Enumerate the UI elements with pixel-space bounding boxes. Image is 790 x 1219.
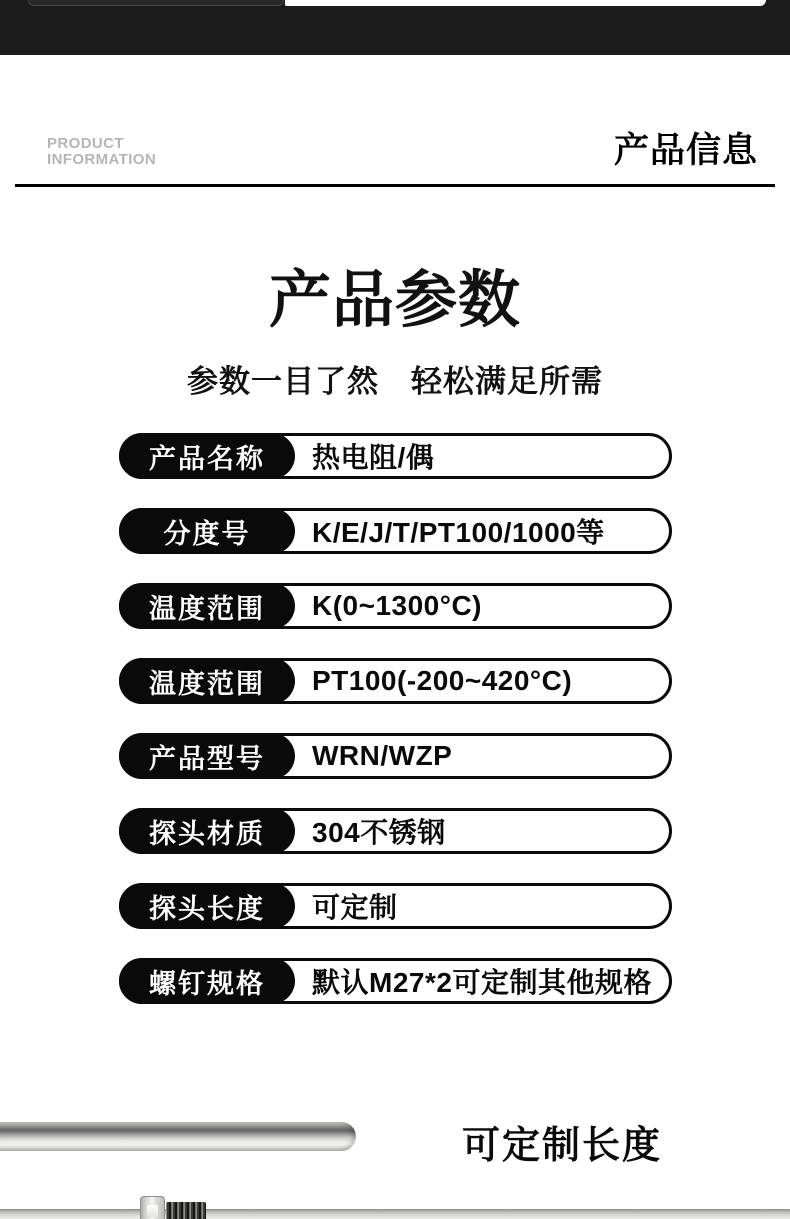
spec-label: 探头长度 (149, 893, 265, 924)
spec-label-pill (119, 808, 295, 854)
spec-value: 304不锈钢 (312, 817, 446, 848)
spec-list (119, 433, 672, 1004)
probe-rod-2-image (0, 1209, 790, 1219)
spec-row (119, 958, 672, 1004)
spec-label: 螺钉规格 (149, 968, 265, 999)
top-app-bar (0, 0, 790, 55)
spec-label: 产品型号 (149, 743, 265, 774)
spec-row (119, 508, 672, 554)
spec-label-pill (119, 733, 295, 779)
spec-row (119, 808, 672, 854)
hex-nut-image (140, 1196, 165, 1219)
thread-fitting-image (166, 1202, 206, 1219)
spec-value: K(0~1300°C) (312, 590, 482, 621)
spec-value: PT100(-200~420°C) (312, 665, 573, 696)
eyebrow-text (47, 136, 156, 168)
spec-label: 探头材质 (149, 818, 265, 849)
spec-row (119, 883, 672, 929)
spec-label-pill (119, 583, 295, 629)
spec-row (119, 658, 672, 704)
spec-label-pill (119, 433, 295, 479)
spec-label: 温度范围 (149, 668, 265, 699)
spec-value: 热电阻/偶 (312, 442, 435, 473)
spec-label: 产品名称 (149, 443, 265, 474)
spec-value: 可定制 (312, 892, 398, 923)
spec-label-pill (119, 958, 295, 1004)
section-subtitle: 参数一目了然 轻松满足所需 (187, 364, 603, 399)
spec-label: 温度范围 (149, 593, 265, 624)
eyebrow-line-1: PRODUCT (47, 135, 124, 152)
page-header-title: 产品信息 (613, 131, 758, 170)
cropped-element-left[interactable] (28, 0, 284, 6)
spec-value: 默认M27*2可定制其他规格 (312, 967, 652, 998)
section-title: 产品参数 (268, 266, 521, 335)
spec-value: K/E/J/T/PT100/1000等 (312, 517, 605, 548)
header-divider (15, 184, 775, 187)
spec-row (119, 583, 672, 629)
spec-label-pill (119, 658, 295, 704)
eyebrow-line-2: INFORMATION (47, 151, 157, 168)
spec-label-pill (119, 508, 295, 554)
spec-label: 分度号 (163, 518, 251, 549)
cropped-element-right[interactable] (285, 0, 766, 6)
length-caption: 可定制长度 (462, 1125, 663, 1167)
spec-row (119, 733, 672, 779)
spec-row (119, 433, 672, 479)
spec-label-pill (119, 883, 295, 929)
spec-value: WRN/WZP (312, 740, 453, 771)
probe-rod-image (0, 1122, 356, 1151)
